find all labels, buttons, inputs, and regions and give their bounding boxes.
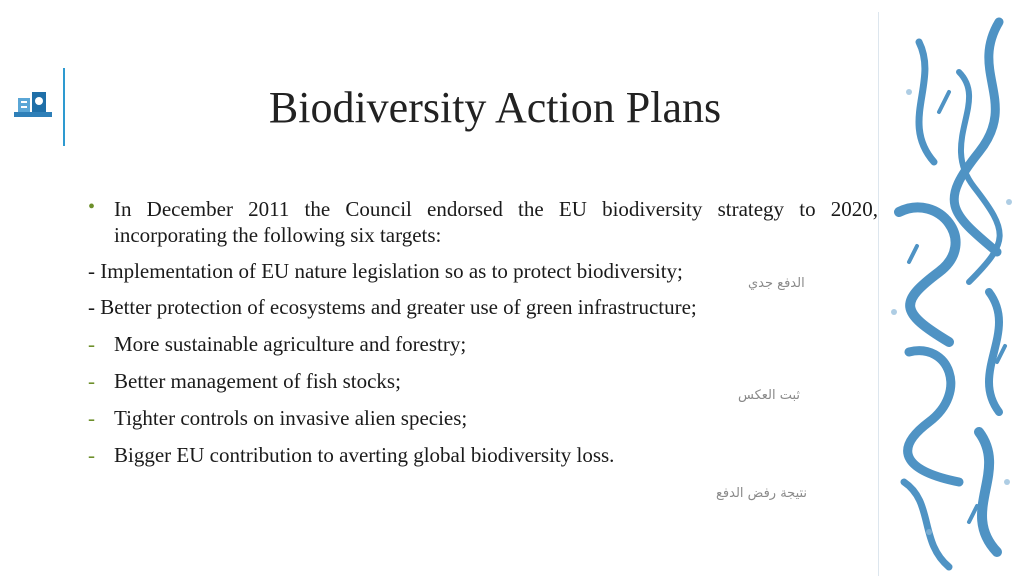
list-item: - Implementation of EU nature legislation so as to protect biodiversity; [88,259,683,283]
list-item: - Better protection of ecosystems and greater use of green infrastructure; [88,295,697,319]
list-item [88,196,878,248]
bullet-icon: • [88,196,96,218]
arabic-note: الدفع جدي [748,276,805,291]
list-item-text: Bigger EU contribution to averting global biodiversity loss. [114,443,615,467]
arabic-note: ثبت العكس [738,388,801,403]
dash-icon: - [88,332,95,356]
content-body [88,196,878,468]
dash-icon: - [88,443,95,467]
page-title: Biodiversity Action Plans [268,83,722,132]
arabic-calligraphy-decoration [878,12,1024,576]
title-divider [63,68,65,146]
list-item-text: Better management of fish stocks; [114,369,401,393]
list-item [88,331,878,357]
list-item [88,442,878,468]
bullet-text: In December 2011 the Council endorsed the EU biodiversity strategy to 2020, incorporating the following six targets: [114,197,878,247]
dash-icon: - [88,369,95,393]
dash-icon: - [88,406,95,430]
institution-logo-icon [12,88,54,122]
list-item-text: Tighter controls on invasive alien species; [114,406,468,430]
list-item-text: More sustainable agriculture and forestry; [114,332,467,356]
arabic-note: نتيجة رفض الدفع [716,486,808,501]
list-item [88,405,878,431]
